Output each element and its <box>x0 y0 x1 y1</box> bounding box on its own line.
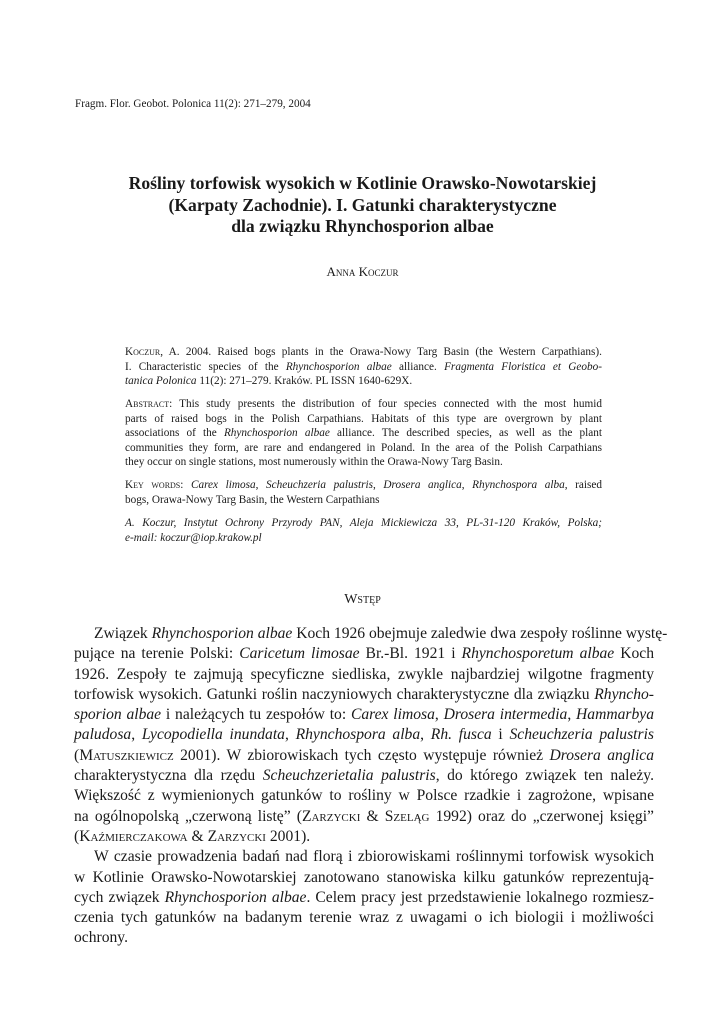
body-line: ochrony. <box>74 929 128 947</box>
citation-line: Koczur, A. 2004. Raised bogs plants in the Orawa-Nowy Targ Basin (the Western Carpathians). <box>125 346 602 358</box>
email-line: e-mail: koczur@iop.krakow.pl <box>125 531 262 544</box>
abstract-line: Abstract: This study presents the distribution of four species connected with the most humid <box>125 398 602 410</box>
body-line: (Matuszkiewicz 2001). W zbiorowiskach tych często występuje również Drosera anglica <box>74 746 654 764</box>
body-line: pujące na terenie Polski: Caricetum limosae Br.-Bl. 1921 i Rhynchosporetum albae Koch <box>74 645 654 663</box>
keywords-line: bogs, Orawa-Nowy Targ Basin, the Western Carpathians <box>125 493 380 506</box>
body-line: W czasie prowadzenia badań nad florą i zbiorowiskami roślinnymi torfowisk wysokich <box>94 848 654 866</box>
body-line: czenia tych gatunków na badanym terenie wraz z uwagami o ich biologii i możliwości <box>74 909 654 927</box>
body-line: (Kaźmierczakowa & Zarzycki 2001). <box>74 827 311 845</box>
keywords-line: Key words: Carex limosa, Scheuchzeria palustris, Drosera anglica, Rhynchospora alba, raised <box>125 479 602 491</box>
abstract-label: Abstract <box>125 398 170 410</box>
body-line: paludosa, Lycopodiella inundata, Rhynchospora alba, Rh. fusca i Scheuchzeria palustris <box>74 726 654 744</box>
keywords <box>125 478 602 507</box>
author-name: Anna Koczur <box>326 264 399 279</box>
citation-line: tanica Polonica 11(2): 271–279. Kraków. PL ISSN 1640-629X. <box>125 375 413 387</box>
body-line: charakterystyczna dla rzędu Scheuchzerietalia palustris, do którego związek ten należy. <box>74 767 654 785</box>
address-line: A. Koczur, Instytut Ochrony Przyrody PAN, Aleja Mickiewicza 33, PL-31-120 Kraków, Polska; <box>125 517 602 529</box>
body-text <box>74 624 668 949</box>
body-line: Większość z wymienionych gatunków to rośliny w Polsce rzadkie i zagrożone, wpisane <box>74 787 654 805</box>
title-line-2: (Karpaty Zachodnie). I. Gatunki charakterystyczne <box>168 194 557 215</box>
journal-citation-header: Fragm. Flor. Geobot. Polonica 11(2): 271–279, 2004 <box>75 98 311 110</box>
bibliographic-citation <box>125 345 602 389</box>
body-line: torfowisk wysokich. Gatunki roślin naczyniowych charakterystyczne dla związku Rhyncho- <box>74 685 654 703</box>
body-line: Związek Rhynchosporion albae Koch 1926 obejmuje zaledwie dwa zespoły roślinne wystę- <box>94 625 668 642</box>
abstract-line: they occur on single stations, most numerously within the Orawa-Nowy Targ Basin. <box>125 456 503 468</box>
citation-line: I. Characteristic species of the Rhynchosporion albae alliance. Fragmenta Floristica et Geobo- <box>125 360 602 373</box>
body-line: 1926. Zespoły te zajmują specyficzne siedliska, zwykle najbardziej wilgotne fragmenty <box>74 665 654 683</box>
abstract <box>125 397 602 470</box>
body-line: na ogólnopolską „czerwoną listę” (Zarzycki & Szeląg 1992) oraz do „czerwonej księgi” <box>74 807 654 825</box>
section-heading: Wstęp <box>344 592 381 607</box>
title-line-3: dla związku Rhynchosporion albae <box>231 216 494 236</box>
body-line: cych związek Rhynchosporion albae. Celem pracy jest przedstawienie lokalnego rozmiesz- <box>74 888 655 906</box>
body-line: sporion albae i należących tu zespołów to: Carex limosa, Drosera intermedia, Hammarbya <box>74 706 655 724</box>
keywords-label: Key words <box>125 479 181 491</box>
author-address <box>125 516 602 545</box>
title-line-1: Rośliny torfowisk wysokich w Kotlinie Orawsko-Nowotarskiej <box>128 173 597 193</box>
body-line: w Kotlinie Orawsko-Nowotarskiej zanotowano stanowiska kilku gatunków reprezentują- <box>74 868 654 886</box>
abstract-line: associations of the Rhynchosporion albae alliance. The described species, as well as the plant <box>125 427 602 439</box>
article-title <box>60 173 665 238</box>
abstract-line: parts of raised bogs in the Polish Carpathians. Habitats of this type are overgrown by plant <box>125 412 602 425</box>
abstract-line: communities they form, are rare and endangered in Poland. In the area of the Polish Carpathians <box>125 441 602 454</box>
